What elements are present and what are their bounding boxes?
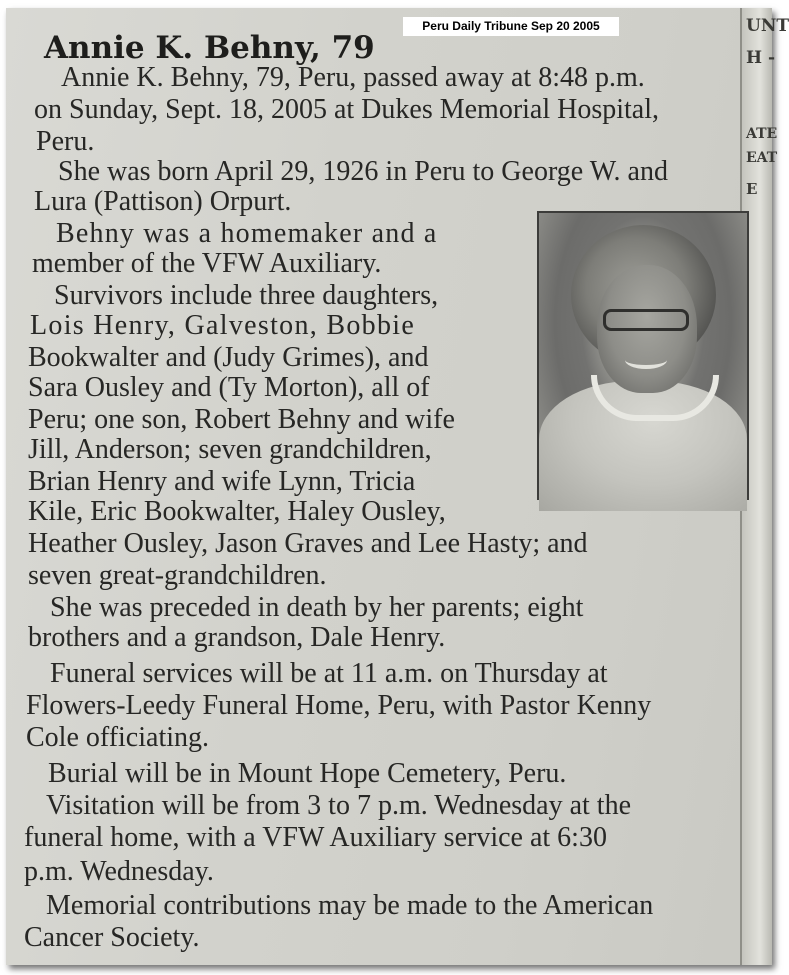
body-line: Survivors include three daughters, <box>54 280 439 311</box>
edge-fragment: E <box>746 180 758 198</box>
edge-fragment: EAT <box>746 150 778 166</box>
newspaper-clipping <box>6 8 789 965</box>
edge-fragment: ATE <box>746 126 778 142</box>
body-line: Burial will be in Mount Hope Cemetery, Peru. <box>48 758 567 789</box>
body-line: She was preceded in death by her parents; eight <box>50 592 584 623</box>
body-line: brothers and a grandson, Dale Henry. <box>28 622 446 653</box>
body-line: on Sunday, Sept. 18, 2005 at Dukes Memorial Hospital, <box>34 94 660 125</box>
body-line: Annie K. Behny, 79, Peru, passed away at 8:48 p.m. <box>61 62 645 93</box>
body-line: Peru; one son, Robert Behny and wife <box>28 404 455 435</box>
obituary-photo <box>537 211 749 500</box>
body-line: Heather Ousley, Jason Graves and Lee Hasty; and <box>28 528 588 559</box>
body-line: Lura (Pattison) Orpurt. <box>34 186 292 217</box>
body-line: Bookwalter and (Judy Grimes), and <box>28 342 429 373</box>
body-line: Behny was a homemaker and a <box>56 218 438 249</box>
body-line: Funeral services will be at 11 a.m. on Thursday at <box>50 658 608 689</box>
body-line: She was born April 29, 1926 in Peru to George W. and <box>58 156 668 187</box>
source-label: Peru Daily Tribune Sep 20 2005 <box>403 17 619 36</box>
body-line: Peru. <box>36 126 95 157</box>
body-line: Visitation will be from 3 to 7 p.m. Wednesday at the <box>46 790 632 821</box>
body-line: p.m. Wednesday. <box>24 856 214 887</box>
body-line: Lois Henry, Galveston, Bobbie <box>30 310 416 341</box>
body-line: seven great-grandchildren. <box>28 560 327 591</box>
body-line: Cole officiating. <box>26 722 209 753</box>
body-line: Jill, Anderson; seven grandchildren, <box>28 434 432 465</box>
body-line: Kile, Eric Bookwalter, Haley Ousley, <box>28 496 446 527</box>
body-line: funeral home, with a VFW Auxiliary service at 6:30 <box>24 822 607 853</box>
body-line: Brian Henry and wife Lynn, Tricia <box>28 466 416 497</box>
body-line: Memorial contributions may be made to the American <box>46 890 654 921</box>
body-line: member of the VFW Auxiliary. <box>32 248 382 279</box>
body-line: Sara Ousley and (Ty Morton), all of <box>28 372 430 403</box>
edge-fragment: UNT <box>746 16 789 36</box>
body-line: Flowers-Leedy Funeral Home, Peru, with Pastor Kenny <box>26 690 652 721</box>
body-line: Cancer Society. <box>24 922 200 953</box>
edge-fragment: H - <box>746 48 776 68</box>
obituary-headline: Annie K. Behny, 79 <box>44 30 375 66</box>
